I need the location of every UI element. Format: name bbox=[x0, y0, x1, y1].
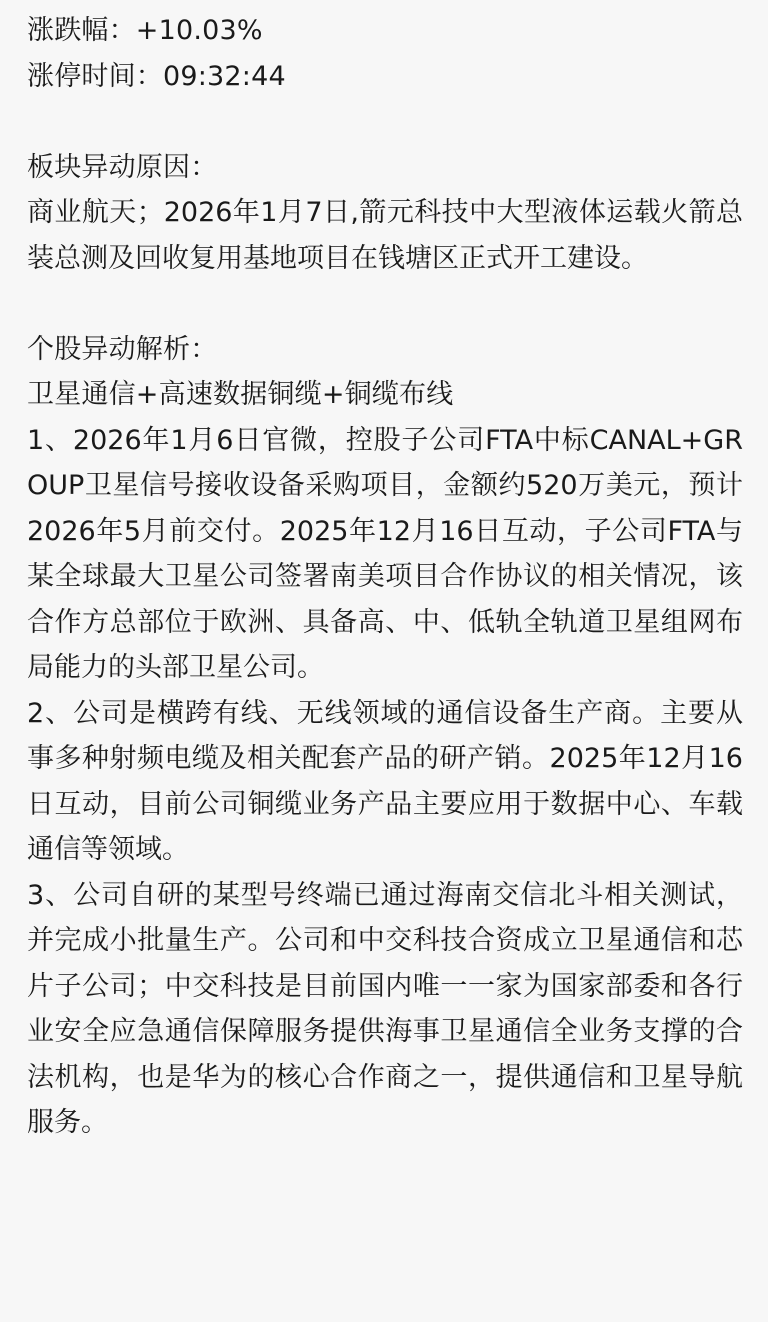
blank-line bbox=[27, 99, 743, 145]
stock-analysis-heading: 个股异动解析： bbox=[27, 333, 218, 365]
sector-reason-text: 商业航天；2026年1月7日,箭元科技中大型液体运载火箭总装总测及回收复用基地项目在钱塘区正式开工建设。 bbox=[27, 197, 743, 274]
stock-analysis-tags: 卫星通信+高速数据铜缆+铜缆布线 bbox=[27, 379, 454, 410]
analysis-point-3: 3、公司自研的某型号终端已通过海南交信北斗相关测试，并完成小批量生产。公司和中交科技合资成立卫星通信和芯片子公司；中交科技是目前国内唯一一家为国家部委和各行业安全应急通信保障服务提供海事卫星通信全业务支撑的合法机构，也是华为的核心合作商之一，提供通信和卫星导航服务。 bbox=[27, 879, 743, 1138]
limit-up-time-text: 涨停时间：09:32:44 bbox=[27, 60, 286, 92]
analysis-point-1: 1、2026年1月6日官微，控股子公司FTA中标CANAL+GROUP卫星信号接收设备采购项目，金额约520万美元，预计2026年5月前交付。2025年12月16日互动，子公司FTA与某全球最大卫星公司签署南美项目合作协议的相关情况，该合作方总部位于欧洲、具备高、中、低轨全轨道卫星组网布局能力的头部卫星公司。 bbox=[27, 424, 743, 683]
change-percent-text: 涨跌幅：+10.03% bbox=[27, 15, 263, 46]
sector-reason-heading: 板块异动原因： bbox=[27, 151, 218, 183]
blank-line bbox=[27, 281, 743, 327]
analysis-point-2: 2、公司是横跨有线、无线领域的通信设备生产商。主要从事多种射频电缆及相关配套产品的研产销。2025年12月16日互动，目前公司铜缆业务产品主要应用于数据中心、车载通信等领域。 bbox=[27, 697, 743, 865]
